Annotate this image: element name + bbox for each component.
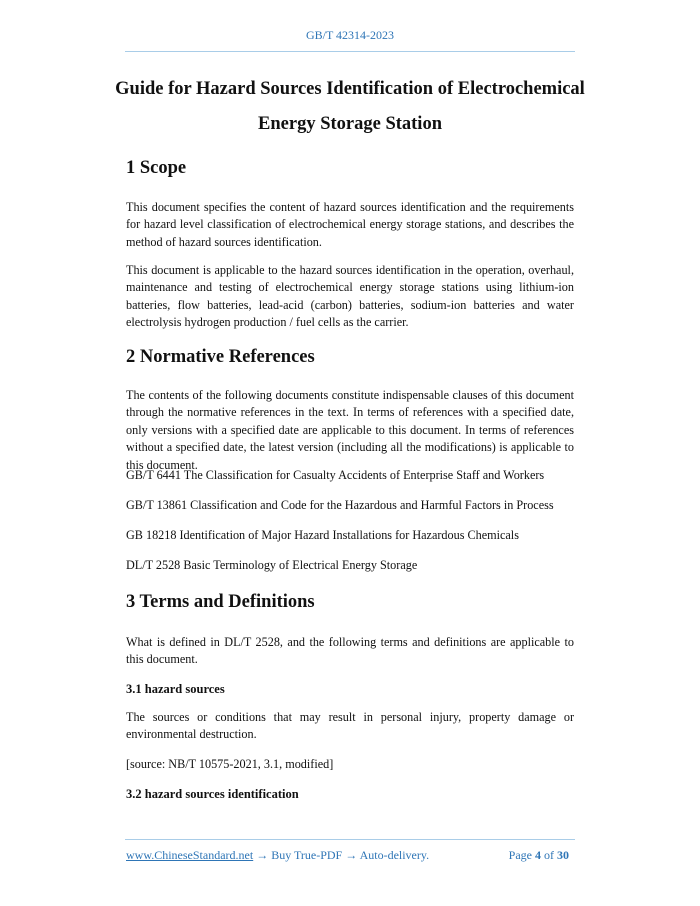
footer-divider <box>125 839 575 840</box>
page-total: 30 <box>557 848 569 862</box>
normative-references-intro: The contents of the following documents constitute indispensable clauses of this document through the normative references in the text. In terms of references with a specified date, only versions with a specified date are applicable to this document. In terms of references without a specified date, the latest version (including all the modifications) is applicable to this document. <box>126 388 574 472</box>
page-indicator <box>509 848 569 863</box>
section-heading-scope: 1 Scope <box>126 158 187 178</box>
page-current: 4 <box>535 848 541 862</box>
term-3-1-definition: The sources or conditions that may result in personal injury, property damage or environmental destruction. <box>126 710 574 742</box>
scope-paragraph-1: This document specifies the content of hazard sources identification and the requirements for hazard level classification of electrochemical energy storage stations, and describes the method of hazard sources identification. <box>126 200 574 249</box>
reference-item: GB/T 6441 The Classification for Casualty Accidents of Enterprise Staff and Workers <box>126 468 545 482</box>
reference-item: GB 18218 Identification of Major Hazard Installations for Hazardous Chemicals <box>126 528 519 542</box>
footer-promo <box>126 848 429 863</box>
document-title <box>110 72 590 142</box>
term-3-1-heading: 3.1 hazard sources <box>126 682 225 696</box>
term-3-1-source: [source: NB/T 10575-2021, 3.1, modified] <box>126 757 334 771</box>
header-standard-code: GB/T 42314-2023 <box>305 28 395 42</box>
page-label: Page <box>508 848 532 862</box>
document-title-line-1: Guide for Hazard Sources Identification of Electrochemical <box>115 79 585 99</box>
section-heading-terms: 3 Terms and Definitions <box>126 592 315 612</box>
section-heading-normative-references: 2 Normative References <box>126 347 315 367</box>
footer-promo-text: → Buy True-PDF → Auto-delivery. <box>253 848 430 862</box>
terms-intro: What is defined in DL/T 2528, and the following terms and definitions are applicable to this document. <box>126 635 574 667</box>
reference-item: GB/T 13861 Classification and Code for the Hazardous and Harmful Factors in Process <box>126 498 554 512</box>
document-title-line-2: Energy Storage Station <box>258 114 442 134</box>
page-of-label: of <box>544 848 554 862</box>
scope-paragraph-2: This document is applicable to the hazard sources identification in the operation, overhaul, maintenance and testing of electrochemical energy storage stations using lithium-ion batteries, flow batteries, lead-acid (carbon) batteries, sodium-ion batteries and water electrolysis hydrogen production / fuel cells as the carrier. <box>126 263 574 330</box>
header-divider <box>125 51 575 52</box>
footer-site-link[interactable]: www.ChineseStandard.net <box>126 848 254 862</box>
reference-item: DL/T 2528 Basic Terminology of Electrical Energy Storage <box>126 558 418 572</box>
term-3-2-heading: 3.2 hazard sources identification <box>126 787 299 801</box>
